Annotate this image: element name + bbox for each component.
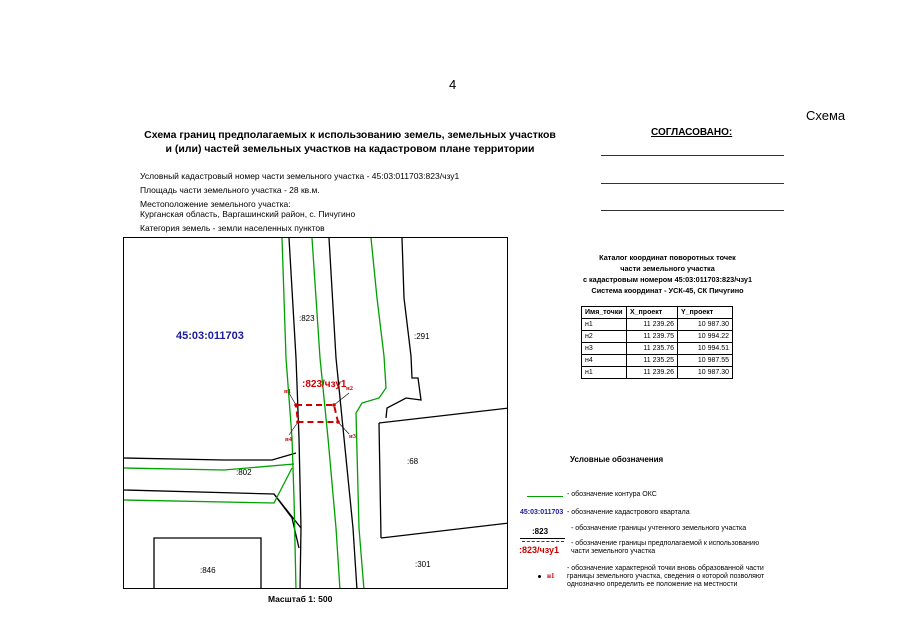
table-row: [582, 319, 733, 331]
location-label: Местоположение земельного участка:: [140, 199, 291, 209]
land-category-info: Категория земель - земли населенных пунктов: [140, 223, 325, 233]
cell-y: 10 987.55: [678, 355, 733, 367]
parcel-301-label: :301: [415, 560, 431, 569]
legend-title: Условные обозначения: [570, 455, 664, 464]
signature-line-2: [601, 183, 784, 184]
cell-point: н4: [582, 355, 627, 367]
header-y: Y_проект: [678, 307, 733, 319]
legend-part-text: - обозначение границы предполагаемой к использованию части земельного участка: [571, 540, 760, 555]
cell-point: н1: [582, 319, 627, 331]
page-number: 4: [449, 77, 457, 92]
parcel-823-label: :823: [299, 314, 315, 323]
legend-oks-text: - обозначение контура ОКС: [567, 491, 657, 498]
catalog-title-line-2: части земельного участка: [620, 264, 715, 273]
legend-parcel-symbol: :823: [532, 527, 549, 536]
cadastral-map: [123, 237, 508, 589]
parcel-846-boundary: [154, 538, 261, 589]
header-point-name: Имя_точки: [582, 307, 627, 319]
location-value: Курганская область, Варгашинский район, с. Пичугино: [140, 209, 356, 219]
cell-x: 11 239.75: [627, 331, 678, 343]
document-title: [115, 128, 585, 156]
point-n1-marker: [294, 403, 298, 407]
scale-label: Масштаб 1: 500: [268, 594, 333, 604]
catalog-title-line-4: Система координат - УСК-45, СК Пичугино: [591, 286, 744, 295]
legend-parcel-line-symbol: [520, 538, 565, 539]
legend-quarter-text: - обозначение кадастрового квартала: [567, 509, 690, 516]
part-823-chzu1-boundary: [296, 405, 338, 422]
cell-x: 11 239.26: [627, 367, 678, 379]
parcel-802-inner: [274, 494, 301, 528]
cell-point: н1: [582, 367, 627, 379]
legend-oks-line-symbol: [527, 496, 563, 497]
oks-contour-2: [312, 238, 340, 589]
parcel-802-label: :802: [236, 468, 252, 477]
parcel-68-label: :68: [407, 457, 419, 466]
legend-point-symbol: н1: [547, 572, 555, 580]
oks-contour-1: [282, 238, 296, 589]
parcel-291-label: :291: [414, 332, 430, 341]
title-line-1: Схема границ предполагаемых к использованию земель, земельных участков: [144, 129, 556, 141]
point-n3-label: н3: [349, 433, 356, 440]
quarter-label: 45:03:011703: [176, 330, 244, 342]
map-drawing: [124, 238, 508, 589]
table-row: [582, 367, 733, 379]
catalog-title: [545, 252, 790, 296]
point-n3-marker: [336, 420, 340, 424]
point-n2-marker: [332, 403, 336, 407]
cell-x: 11 235.76: [627, 343, 678, 355]
parcel-846-label: :846: [200, 566, 216, 575]
point-n4-marker: [296, 420, 300, 424]
cadastral-number-info: Условный кадастровый номер части земельного участка - 45:03:011703:823/чзу1: [140, 171, 460, 181]
header-x: X_проект: [627, 307, 678, 319]
table-row: [582, 355, 733, 367]
legend-quarter-symbol: 45:03:011703: [520, 509, 564, 516]
point-n2-label: н2: [346, 385, 353, 392]
table-row: [582, 343, 733, 355]
area-info: Площадь части земельного участка - 28 кв.м.: [140, 185, 320, 195]
table-row: [582, 331, 733, 343]
title-line-2: и (или) частей земельных участков на кадастровом плане территории: [165, 143, 535, 155]
catalog-title-line-3: с кадастровым номером 45:03:011703:823/чзу1: [582, 275, 753, 284]
table-header-row: [582, 307, 733, 319]
cell-y: 10 994.22: [678, 331, 733, 343]
part-label: :823/чзу1: [302, 379, 347, 390]
cell-x: 11 235.25: [627, 355, 678, 367]
legend-part-line-symbol: [522, 541, 564, 542]
cell-y: 10 994.51: [678, 343, 733, 355]
parcel-68-boundary: [379, 408, 508, 423]
cell-x: 11 239.26: [627, 319, 678, 331]
oks-contour-4: [124, 464, 294, 470]
signature-line-1: [601, 155, 784, 156]
cell-y: 10 987.30: [678, 319, 733, 331]
coordinates-table: [581, 306, 733, 379]
parcel-68-left: [379, 423, 381, 538]
cell-y: 10 987.30: [678, 367, 733, 379]
corner-label: Схема: [806, 108, 846, 123]
parcel-802-top-boundary: [124, 453, 296, 460]
signature-line-3: [601, 210, 784, 211]
legend-point-text: - обозначение характерной точки вновь образованной части границы земельного участка, сведения о которой позволяют однозначно определить ее положение на местности: [567, 565, 765, 588]
legend-parcel-text: - обозначение границы учтенного земельного участка: [571, 525, 747, 532]
parcel-291-boundary: [386, 238, 421, 418]
oks-contour-5: [124, 468, 292, 503]
point-n1-label: н1: [284, 388, 291, 395]
catalog-title-line-1: Каталог координат поворотных точек: [599, 253, 736, 262]
parcel-301-boundary: [381, 523, 508, 538]
cell-point: н3: [582, 343, 627, 355]
legend-point-marker: [538, 575, 541, 578]
parcel-823-right-boundary: [329, 238, 357, 589]
leader-n2: [334, 393, 349, 405]
point-n4-label: н4: [285, 436, 292, 443]
approval-heading: СОГЛАСОВАНО:: [651, 127, 733, 138]
legend-part-symbol: :823/чзу1: [519, 545, 559, 555]
parcel-802-bottom-boundary: [124, 490, 299, 548]
cell-point: н2: [582, 331, 627, 343]
